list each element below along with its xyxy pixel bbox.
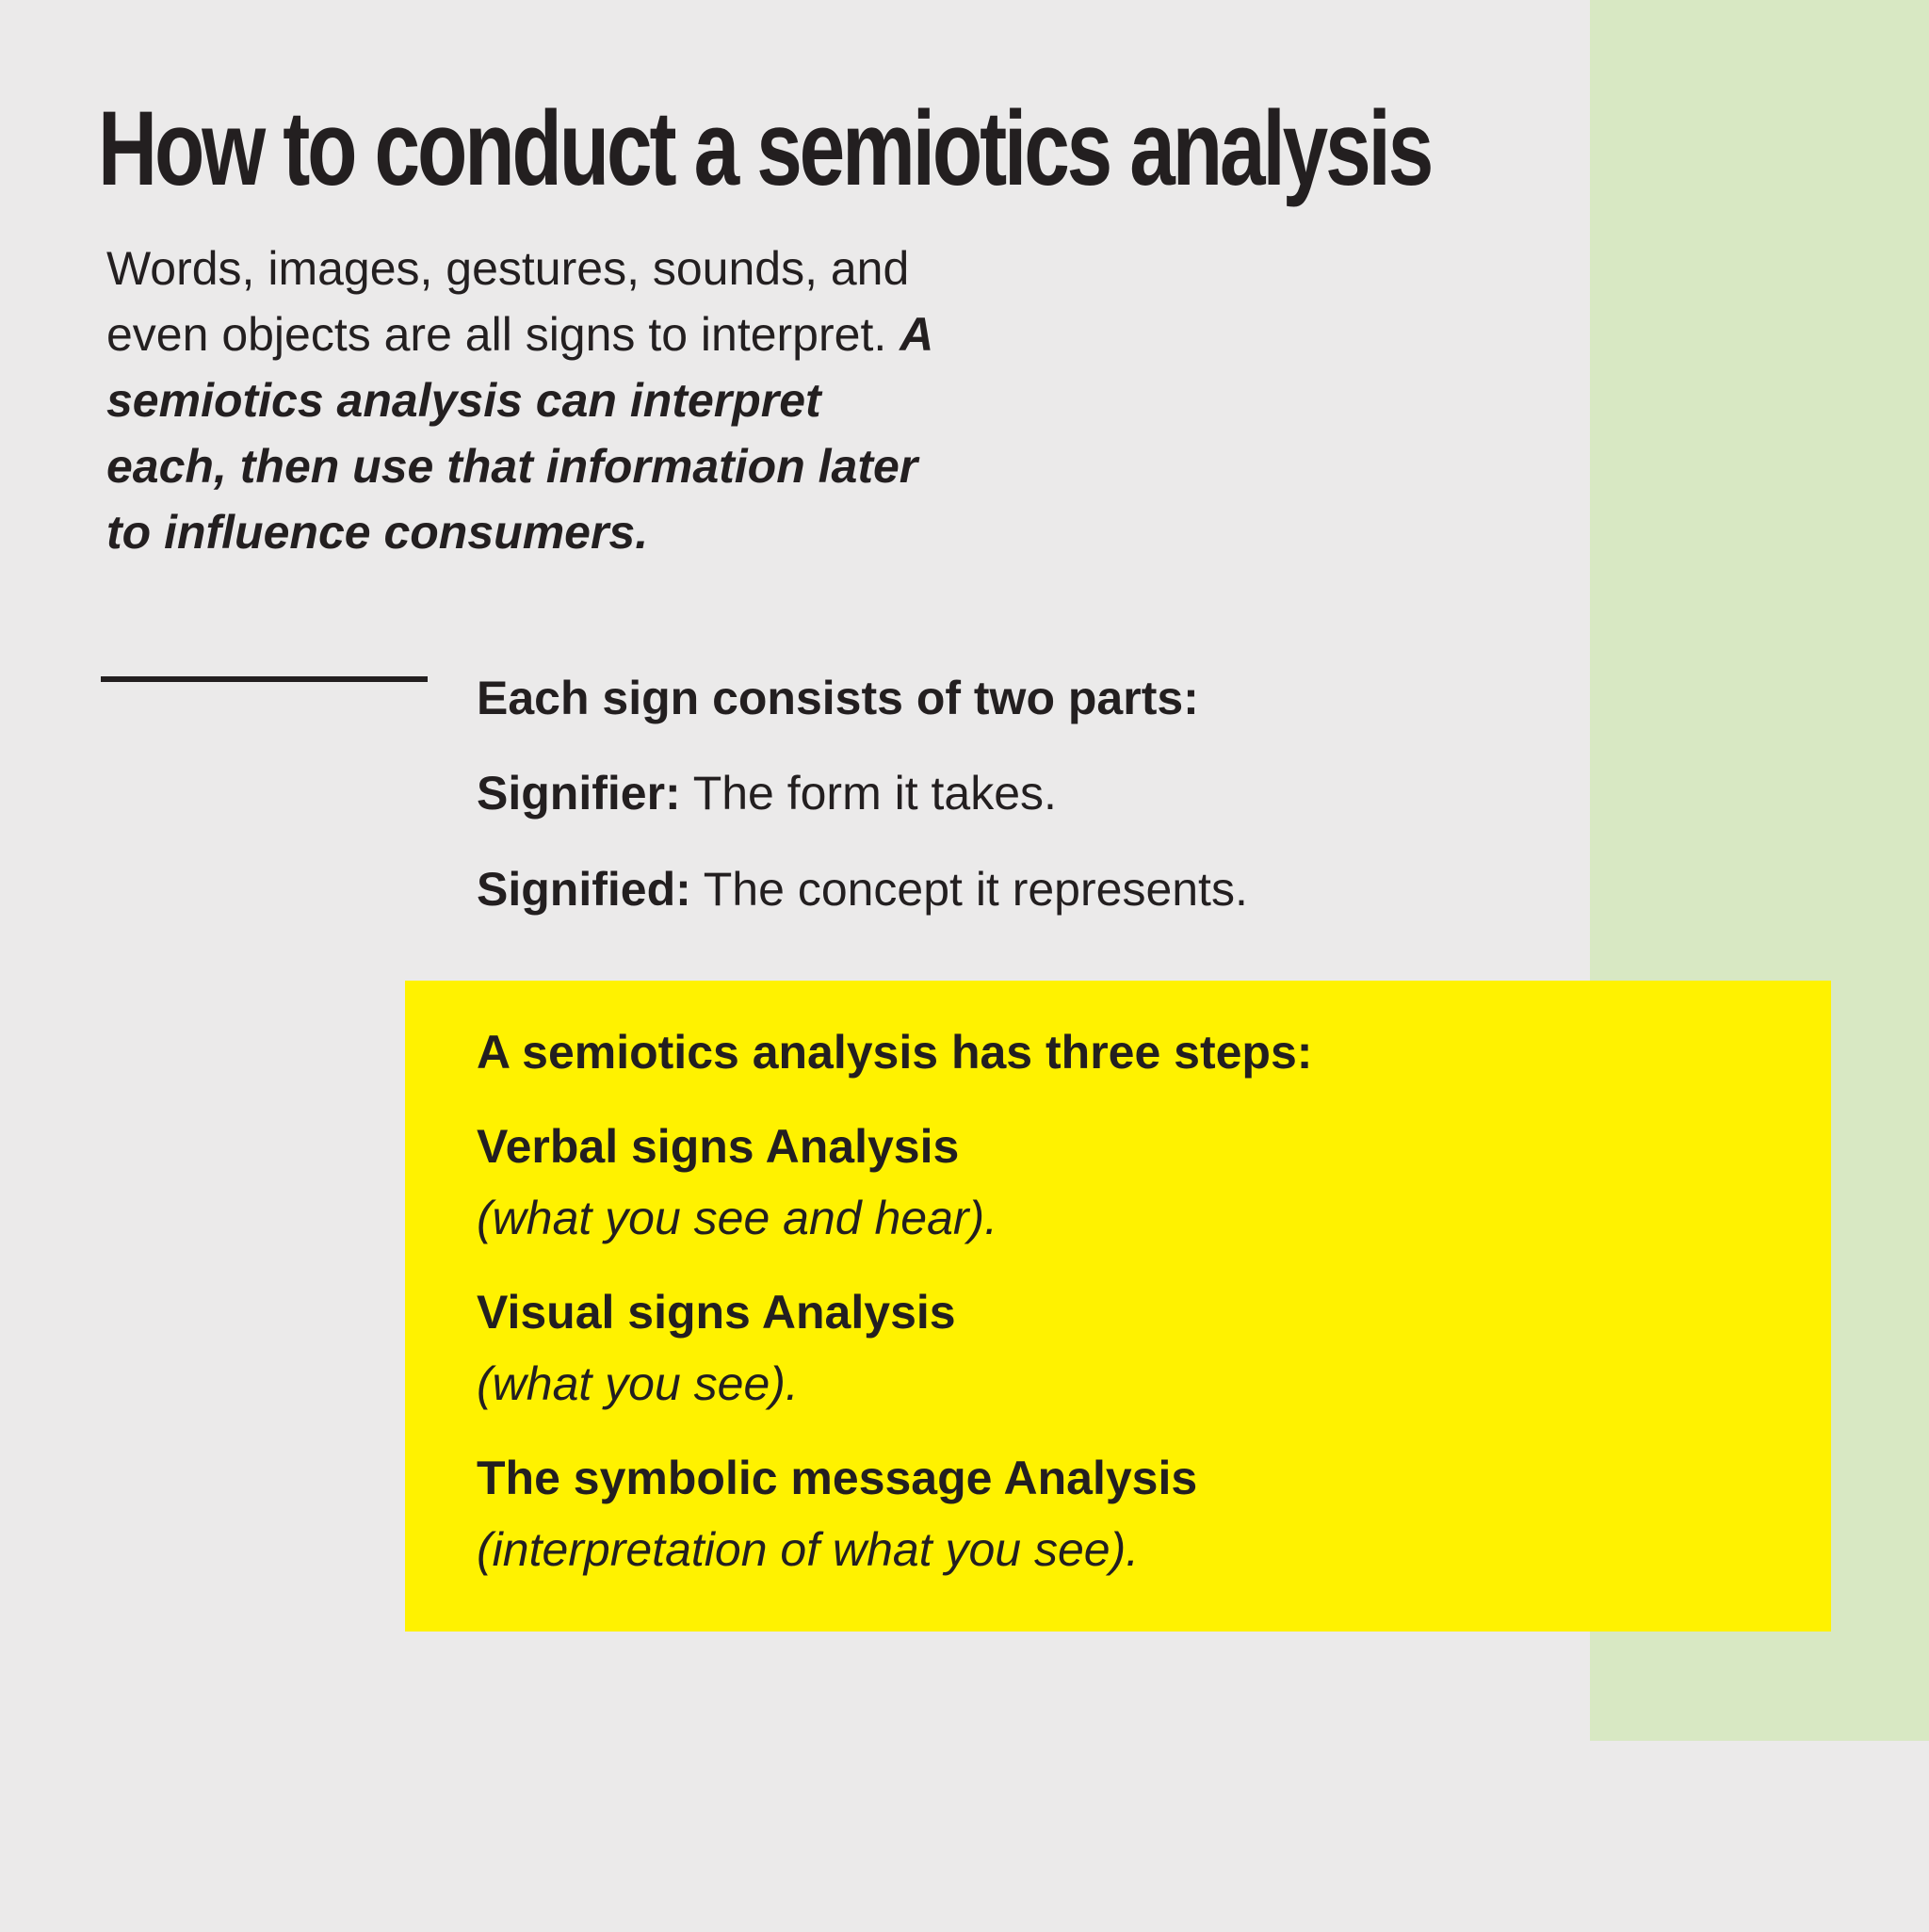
sign-part-signifier bbox=[477, 764, 1560, 822]
step-item bbox=[477, 1117, 1795, 1247]
step-name: Visual signs Analysis bbox=[477, 1286, 956, 1339]
steps-list bbox=[477, 1023, 1795, 1579]
sign-part-term: Signified: bbox=[477, 863, 691, 916]
intro-paragraph bbox=[106, 235, 954, 565]
sign-parts-section bbox=[477, 669, 1560, 918]
steps-highlight-box bbox=[405, 981, 1831, 1632]
sign-parts-heading: Each sign consists of two parts: bbox=[477, 672, 1199, 724]
step-item bbox=[477, 1283, 1795, 1413]
sign-part-definition: The form it takes. bbox=[692, 767, 1057, 820]
sign-part-term: Signifier: bbox=[477, 767, 681, 820]
step-name: The symbolic message Analysis bbox=[477, 1452, 1198, 1504]
divider-rule bbox=[101, 676, 428, 682]
sign-part-signified bbox=[477, 860, 1560, 918]
page-title: How to conduct a semiotics analysis bbox=[98, 89, 1432, 207]
sign-part-definition: The concept it represents. bbox=[703, 863, 1248, 916]
step-description: (what you see and hear). bbox=[477, 1192, 998, 1244]
step-item bbox=[477, 1449, 1795, 1579]
intro-plain-text: Words, images, gestures, sounds, and even objects are all signs to interpret. bbox=[106, 242, 910, 361]
intro-emphasis-text: A semiotics analysis can interpret each, then use that information later to influence consumers. bbox=[106, 308, 932, 559]
steps-heading: A semiotics analysis has three steps: bbox=[477, 1026, 1313, 1079]
step-description: (what you see). bbox=[477, 1357, 799, 1410]
step-name: Verbal signs Analysis bbox=[477, 1120, 960, 1173]
step-description: (interpretation of what you see). bbox=[477, 1523, 1140, 1576]
